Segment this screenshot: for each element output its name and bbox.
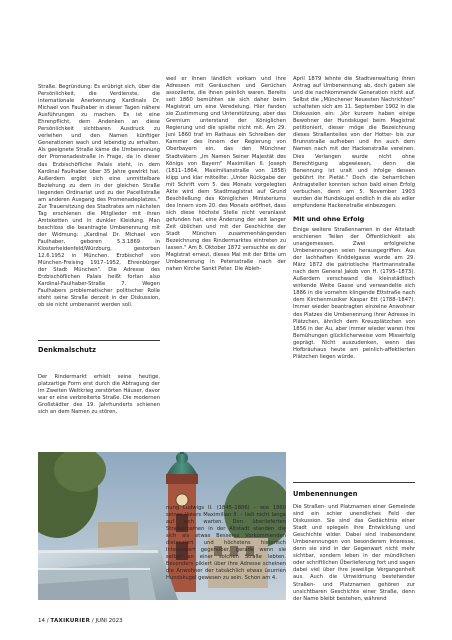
page-footer [38, 618, 123, 624]
column-2-bottom-text [166, 505, 286, 583]
footer-separator: / [46, 618, 51, 624]
paragraph-ludwig: nung Ludwigs II. (1845–1886) – wie 1860 seines Vaters Maximilian II. – ließ nicht lange auf sich warten. Den überlieferten Straßennamen in der Altstadt standen die sich als etwas Besseres Vorkommenden distanziert und höchstens historisch Interessiert gegenüber, gerade wenn sie selbst an einer solchen Straße lebten. Besonders pikiert über ihre Adresse scheinen die Anwohner der tatsächlich etwas üsurrien Hundskugel gewesen zu sein. Schon am 4. [166, 505, 286, 582]
paragraph-rindermarkt: Der Rindermarkt erhielt seine heutige, platzartige Form erst durch die Abtragung der im Zweiten Weltkrieg zerstörten Häuser, davor war er eine verbreiterte Straße. Die modernen Großstädter des 19. Jahrhunderts schienen sich an dem Namen zu stören, [38, 374, 160, 416]
heading-umbenennungen: Umbenennungen [293, 490, 358, 498]
column-3-bottom-text [293, 504, 415, 603]
paragraph-renamings: Einige weitere Straßennamen in der Altstadt erschienen Teilen der Öffentlichkeit als unangemessen. Zwei erfolgreiche Umbenennungen seien herausgegriffen: Aus der lachhaften Knödelgasse wurde am 29. März 1872 die patriotische Hartmannstraße nach dem General Jakob von H. (1795–1873). Außerdem verschwand die kleinstädtisch wirkende Weite Gasse und verwandelte sich 1886 in die vornehm klingende Ettstraße nach dem Kirchenmusiker Kaspar Ett (1788–1847). Immer wieder beantragten einzelne Anwohner des Platzes die Umbenennung ihrer Adresse in Plätzchen, ähnlich dem Kreuzplätzchen von 1856 in der Au, aber immer wieder waren ihre Bemühungen glücklicherweise vom Misserfolg geprägt. Nicht auszudenken, wenn das Hofbräuhaus heute am peinlich-affektierten Plätzchen liegen würde. [293, 226, 415, 360]
paragraph-umbenennungen: Die Straßen- und Platznamen einer Gemeinde sind ein schier unendliches Feld der Diskussion. Sie sind das Gedächtnis einer Stadt und spiegeln ihre Entwicklung und Geschichte wider. Dabei sind insbesondere Umbenennungen von besonderem Interesse, denn sie sind in der Gegenwart nicht mehr sichtbar, sondern leben in der mündlichen oder schriftlichen Überlieferung fort und sagen dabei viel über ihre jeweilige Vergangenheit aus. Auch die Umwidmung bestehender Straßen- und Platznamen gehören zur unsichtbaren Geschichte einer Straße, denn der Name bleibt bestehen, während [293, 504, 415, 602]
page-number: 14 [38, 618, 45, 624]
column-3-text [293, 76, 415, 361]
issue-date: JUNI 2023 [95, 618, 123, 624]
section-rule-umbenennungen [293, 482, 415, 483]
column-1-top-text [38, 84, 160, 310]
paragraph-faulhaber: Straße. Begründung: Es erübrigt sich, über die Persönlichkeit, die Verdienste, die internationale Anerkennung Kardinals Dr. Michael von Faulhaber in dieser Tagen nähere Ausführungen zu machen. Es ist eine Ehrenpflicht, dem Andenken an diese Persönlichkeit sichtbaren Ausdruck zu verleihen und den Namen künftiger Generationen wach und lebendig zu erhalten. Als geeignete Straße käme die Umbenennung der Promenadestraße in Frage, da in dieser das Erzbischöfliche Palais steht, in dem Kardinal Faulhaber über 35 Jahre gewirkt hat. Außerdem ergibt sich eine unmittelbare Beziehung zu dem in der gleichen Straße liegenden Ordinariat und zu der Pacellistraße am anderen Ausgang des Promenadeplatzes." Zur Trauersitzung des Stadtrates am nächsten Tag erschienen die Mitglieder mit ihren Amtsketten und in dunkler Kleidung. Man beschloss die beantragte Umbenennung mit der Widmung: „Kardinal Dr. Michael von Faulhaber, geboren 5.3.1869 in Klosterheidenfeld/Würzburg, gestorben 12.6.1952 in München. Erzbischof von München-Freising 1917–1952, Ehrenbürger der Stadt München". Die Adresse des Erzbischöflichen Palais heißt fortan also Kardinal-Faulhaber-Straße 7. Wegen Faulhabers problematischer politischer Rolle steht seine Straße derzeit in der Diskussion, ob sie nicht umbenannt werden soll. [38, 84, 160, 309]
footer-separator-2: / [91, 618, 96, 624]
column-1-denkmal-text [38, 374, 160, 416]
paragraph-rindermarkt-history: weil er ihnen ländlich vorkam und ihre Adressen mit Geräuschen und Gerüchen assoziierte, die ihnen peinlich waren. Bereits seit 1860 bemühten sie sich daher beim Magistrat um eine Veredelung. Hier fanden sie Zustimmung und Unterstützung, aber das Gremium unterstand der Königlichen Regierung und die spielte nicht mit. Am 29. Juni 1860 traf im Rathaus ein Schreiben der Kammer des Innern der Regierung von Oberbayern ein, das den Münchner Stadtvätern „Im Namen Seiner Majestät des Königs von Bayern" Maximilian II. Joseph (1811–1864, Maximilianstraße von 1858) klipp und klar mitteilte: „Unter Rückgabe der mit Schrift vom 5. des Monats vorgelegten Akte wird dem Stadtmagistrat auf Grund Beschließung des Königlichen Ministeriums des Innern vom 20. des Monats eröffnet, dass sich diese höchste Stelle nicht veranlasst gefunden hat, eine Änderung der seit langer Zeit üblichen und mit der Geschichte der Stadt München zusammenhängenden Bezeichnung des Rindermarktes eintreten zu lassen." Am 8. Oktober 1872 versuchte es der Magistrat erneut, dieses Mal mit der Bitte um Umbenennung in Petersstraße nach der nahen Kirche Sankt Peter. Die Ableh- [166, 76, 287, 273]
subheading-mit-und-ohne-erfolg: Mit und ohne Erfolg [293, 214, 365, 223]
magazine-name: TAXIKURIER [50, 618, 91, 624]
section-rule-denkmal [38, 340, 160, 341]
paragraph-hundskugel: April 1879 lehnte die Stadtverwaltung ihren Antrag auf Umbenennung ab, doch gaben sie und die nachkommende Generation nicht auf. Selbst die „Münchener Neuesten Nachrichten" schalteten sich am 11. September 1902 in die Diskussion ein: „Vor kurzem haben einige Bewohner der Hundskugel beim Magistrat petitioniert, dieser möge die Bezeichnung dieses Straßenteiles von der Hotter- bis zur Brunnstraße aufheben und ihn auch dem Namen nach mit der Hackenstraße vereinen. Dies Verlangen wurde nicht ohne Berechtigung abgewiesen, denn die Benennung ist uralt und infolge dessen gebührt ihr Pietät." Doch die beharrlichen Antragsteller konnten schon bald einen Erfolg verbuchen, denn am 5. November 1903 wurden die Hundskugel endlich in die als edler empfundene Hackenstraße einbezogen. [293, 76, 415, 209]
column-2-top-text [166, 76, 286, 273]
heading-denkmalschutz: Denkmalschutz [38, 346, 97, 354]
